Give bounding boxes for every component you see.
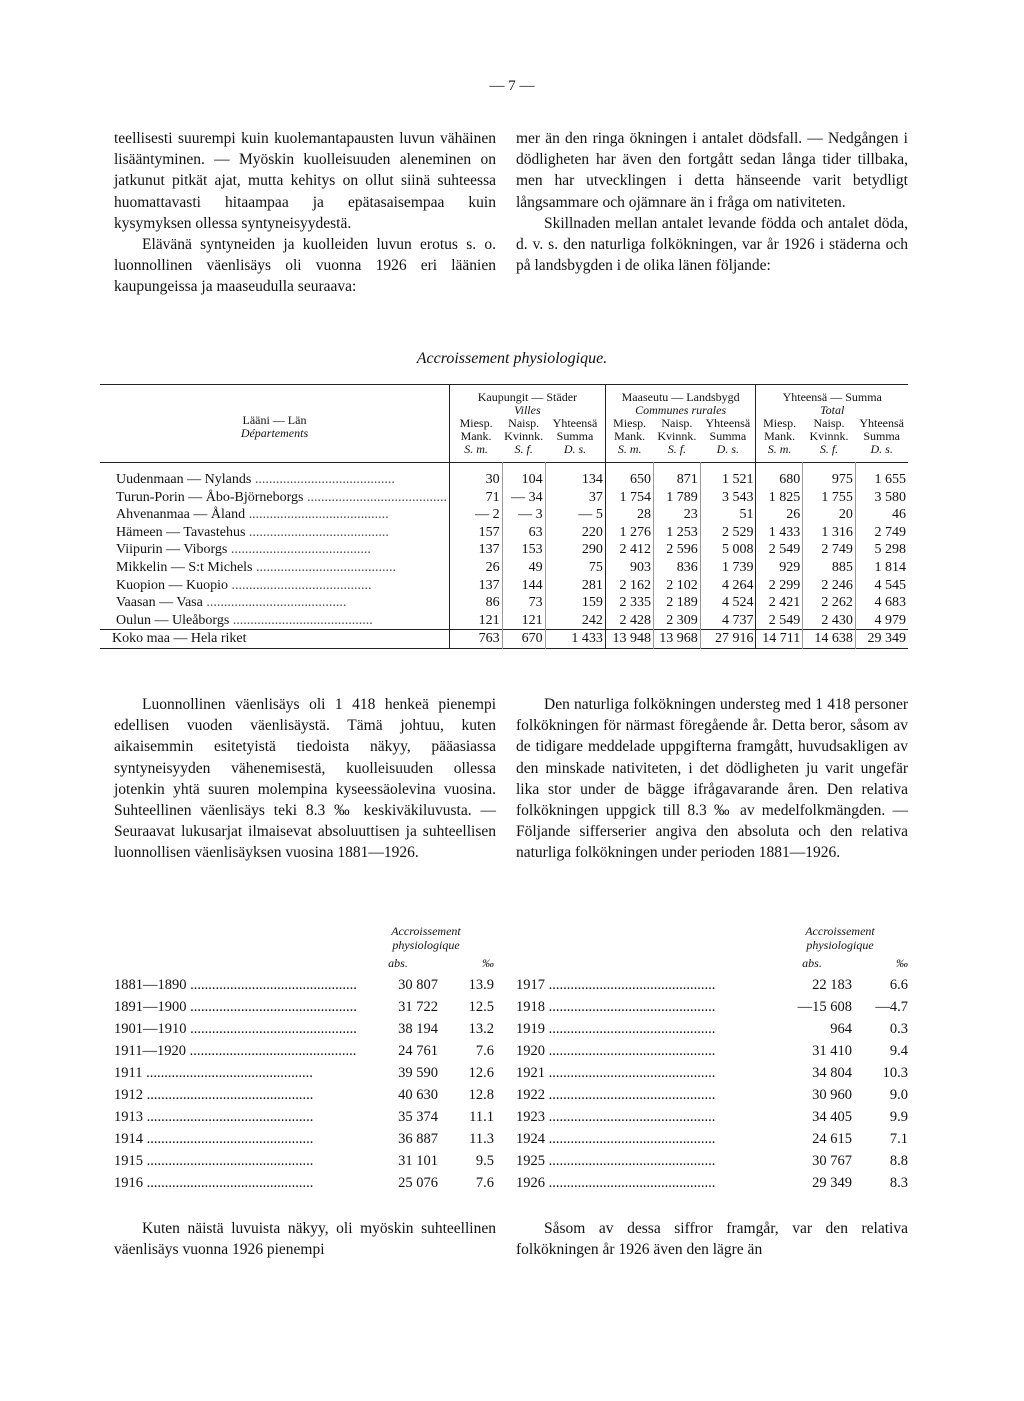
table-cell: 650 [605, 463, 653, 489]
series-year: 1918 .............................................. [516, 999, 716, 1015]
table-cell: 5 298 [855, 541, 908, 559]
table-cell: 2 335 [605, 594, 653, 612]
table-row [100, 559, 908, 577]
series-year: 1911 .............................................. [114, 1065, 313, 1081]
group-header-total [756, 385, 908, 418]
group-header-cities [449, 385, 605, 418]
accroissement-table [100, 384, 908, 649]
table-cell: 20 [803, 506, 856, 524]
table-cell: 4 264 [700, 577, 756, 595]
series-abs: 35 374 [398, 1109, 438, 1125]
series-abs: 30 960 [812, 1087, 852, 1103]
table-cell: 2 749 [855, 524, 908, 542]
table-cell: 885 [803, 559, 856, 577]
series-right-abs-label: abs. [802, 956, 822, 970]
table-cell: 1 655 [855, 463, 908, 489]
group-subtitle-cities: Villes [514, 403, 541, 417]
series-rel: 7.6 [475, 1043, 494, 1059]
table-cell: — 34 [502, 489, 545, 507]
table-cell: 2 549 [756, 541, 803, 559]
series-year: 1926 .............................................. [516, 1175, 716, 1191]
subheader-sum: Yhteensä Summa D. s. [859, 416, 904, 456]
table-cell: 134 [545, 463, 605, 489]
table-cell: 159 [545, 594, 605, 612]
table-cell: 144 [502, 577, 545, 595]
table-cell: 1 739 [700, 559, 756, 577]
table-row [100, 541, 908, 559]
table-cell: 242 [545, 612, 605, 630]
series-rel: 10.3 [882, 1065, 908, 1081]
table-cell: 30 [449, 463, 502, 489]
table-cell: — 3 [502, 506, 545, 524]
series-abs: 40 630 [398, 1087, 438, 1103]
table-cell: 29 349 [855, 630, 908, 649]
intro-left-paragraph-2: Elävänä syntyneiden ja kuolleiden luvun erotus s. o. luonnollinen väenlisäys oli vuonna 1926 eri läänien kaupungeissa ja maaseudulla seuraava: [114, 236, 496, 296]
series-abs: 964 [830, 1021, 852, 1037]
table-cell: 137 [449, 541, 502, 559]
group-subtitle-total: Total [820, 403, 845, 417]
bottom-right-paragraph: Såsom av dessa siffror framgår, var den relativa folkökningen år 1926 även den lägre än [516, 1220, 908, 1259]
table-cell: 13 968 [654, 630, 701, 649]
table-row [100, 463, 908, 489]
table-cell: 49 [502, 559, 545, 577]
series-year: 1915 .............................................. [114, 1153, 314, 1169]
region-header [100, 385, 449, 463]
subheader-female: Naisp. Kvinnk. S. f. [809, 416, 849, 456]
series-year: 1919 .............................................. [516, 1021, 716, 1037]
table-cell: 137 [449, 577, 502, 595]
table-cell: 121 [502, 612, 545, 630]
table-cell: 1 433 [545, 630, 605, 649]
series-row [516, 1150, 908, 1172]
series-year: 1891—1900 .............................................. [114, 999, 357, 1015]
series-row [516, 1128, 908, 1150]
table-cell: 121 [449, 612, 502, 630]
table-cell: 27 916 [700, 630, 756, 649]
table-cell: 975 [803, 463, 856, 489]
table-cell: 1 789 [654, 489, 701, 507]
region-name: Uudenmaan — Nylands ........................................ [116, 472, 395, 487]
region-name: Viipurin — Viborgs ........................................ [116, 542, 371, 558]
series-abs: 22 183 [812, 977, 852, 993]
series-row [516, 1018, 908, 1040]
table-cell: 71 [449, 489, 502, 507]
series-abs: 24 615 [812, 1131, 852, 1147]
series-abs: 31 410 [812, 1043, 852, 1059]
series-year: 1913 .............................................. [114, 1109, 314, 1125]
table-cell: 14 638 [803, 630, 856, 649]
table-cell: 1 521 [700, 463, 756, 489]
table-cell: 2 549 [756, 612, 803, 630]
region-name: Hämeen — Tavastehus ........................................ [116, 524, 389, 540]
series-row [516, 1084, 908, 1106]
series-row [114, 996, 494, 1018]
series-row [516, 1062, 908, 1084]
series-year: 1881—1890 .............................................. [114, 977, 357, 993]
series-abs: 30 767 [812, 1153, 852, 1169]
table-cell: 290 [545, 541, 605, 559]
series-abs: 29 349 [812, 1175, 852, 1191]
series-abs: 39 590 [398, 1065, 438, 1081]
table-cell: 2 749 [803, 541, 856, 559]
series-rel: 9.5 [475, 1153, 494, 1169]
series-year: 1914 .............................................. [114, 1131, 314, 1147]
table-cell: 4 683 [855, 594, 908, 612]
region-name: Ahvenanmaa — Åland ........................................ [116, 507, 389, 523]
table-cell: 4 545 [855, 577, 908, 595]
subheader-male: Miesp. Mank. S. m. [449, 417, 502, 463]
table-cell: 2 246 [803, 577, 856, 595]
series-year: 1916 .............................................. [114, 1175, 314, 1191]
series-left [114, 924, 494, 1194]
region-name: Vaasan — Vasa ........................................ [116, 595, 347, 611]
series-rel: 9.9 [889, 1109, 908, 1125]
total-row [100, 630, 908, 649]
series-abs: 30 807 [398, 977, 438, 993]
table-cell: 4 737 [700, 612, 756, 630]
series-year: 1917 .............................................. [516, 977, 716, 993]
table-cell: 1 754 [605, 489, 653, 507]
table-cell: 2 189 [654, 594, 701, 612]
series-year: 1923 .............................................. [516, 1109, 716, 1125]
table-row [100, 594, 908, 612]
table-cell: 3 543 [700, 489, 756, 507]
subheader-sum: Yhteensä Summa D. s. [552, 416, 598, 456]
table-cell: 51 [700, 506, 756, 524]
series-row [516, 1040, 908, 1062]
series-row [114, 1018, 494, 1040]
series-row [114, 1062, 494, 1084]
series-abs: 24 761 [398, 1043, 438, 1059]
series-rel: —4.7 [875, 999, 908, 1015]
series-rel: 13.2 [468, 1021, 494, 1037]
table-row [100, 489, 908, 507]
table-row [100, 612, 908, 630]
table-cell: 2 529 [700, 524, 756, 542]
series-rel: 12.8 [468, 1087, 494, 1103]
group-title-cities: Kaupungit — Städer [477, 390, 578, 404]
table-cell: 4 979 [855, 612, 908, 630]
table-cell: 13 948 [605, 630, 653, 649]
table-cell: 2 299 [756, 577, 803, 595]
series-rel: 11.1 [469, 1109, 494, 1125]
series-year: 1920 .............................................. [516, 1043, 716, 1059]
table-cell: 153 [502, 541, 545, 559]
table-row [100, 506, 908, 524]
series-rel: 11.3 [469, 1131, 494, 1147]
series-row [516, 996, 908, 1018]
table-cell: 75 [545, 559, 605, 577]
series-row [114, 1106, 494, 1128]
region-name: Turun-Porin — Åbo-Björneborgs ........................................ [116, 489, 447, 505]
series-year: 1911—1920 .............................................. [114, 1043, 357, 1059]
table-cell: 871 [654, 463, 701, 489]
table-cell: 680 [756, 463, 803, 489]
table-cell: 4 524 [700, 594, 756, 612]
series-abs: —15 608 [797, 999, 852, 1015]
series-rel: 6.6 [889, 977, 908, 993]
series-year: 1922 .............................................. [516, 1087, 716, 1103]
table-cell: 63 [502, 524, 545, 542]
series-row [114, 1172, 494, 1194]
series-year: 1921 .............................................. [516, 1065, 716, 1081]
table-cell: 2 162 [605, 577, 653, 595]
table-cell: 1 814 [855, 559, 908, 577]
series-rel: 9.4 [889, 1043, 908, 1059]
bottom-left-paragraph: Kuten näistä luvuista näkyy, oli myöskin suhteellinen väenlisäys vuonna 1926 pienempi [114, 1220, 496, 1259]
subheader-male: Miesp. Mank. S. m. [756, 417, 803, 463]
series-row [114, 1128, 494, 1150]
table-cell: 23 [654, 506, 701, 524]
middle-left-paragraph: Luonnollinen väenlisäys oli 1 418 henkeä pienempi edellisen vuoden väenlisäystä. Tämä johtuu, kuten aikaisemmin esitetyistä tiedoista näkyy, pääasiassa syntyneisyyden vähenemisestä, kuolleisuuden ollessa jotenkin yhtä suuren molempina kyseessäolevina vuosina. Suhteellinen väenlisäys teki 8.3 ‰ keskiväkiluvusta. — Seuraavat lukusarjat ilmaisevat absoluuttisen ja suhteellisen luonnollisen väenlisäyksen vuosina 1881—1926. [114, 696, 496, 862]
intro-left-paragraph-1: teellisesti suurempi kuin kuolemantapausten luvun vähäinen lisääntyminen. — Myöskin kuolleisuuden aleneminen on jatkunut pitkät ajat, mutta kehitys on ollut siinä suhteessa huomattavasti hitaampaa ja epätasaisempaa kuin kysymyksen ollessa syntyneisyydestä. [114, 130, 496, 232]
table-cell: 903 [605, 559, 653, 577]
middle-right-paragraph: Den naturliga folkökningen understeg med 1 418 personer folkökningen för närmast föregående år. Detta beror, såsom av de tidigare meddelade uppgifterna framgått, huvudsakligen av den minskade nativiteten, i det dödligheten ju varit ungefär lika stor under de bägge ifrågavarande åren. Den relativa folkökningen uppgick till 8.3 ‰ av medelfolkmängden. — Följande sifferserier angiva den absoluta och den relativa naturliga folkökningen under perioden 1881—1926. [516, 696, 908, 862]
bottom-right-column [516, 1218, 908, 1260]
table-cell: 2 421 [756, 594, 803, 612]
table-cell: 86 [449, 594, 502, 612]
table-cell: 2 430 [803, 612, 856, 630]
table-cell: 1 825 [756, 489, 803, 507]
series-abs: 34 405 [812, 1109, 852, 1125]
region-name: Kuopion — Kuopio ........................................ [116, 577, 372, 593]
subheader-female: Naisp. Kvinnk. S. f. [657, 416, 697, 456]
table-cell: 5 008 [700, 541, 756, 559]
table-cell: 26 [756, 506, 803, 524]
series-abs: 25 076 [398, 1175, 438, 1191]
region-name: Koko maa — Hela riket [100, 630, 449, 649]
intro-right-paragraph-1: mer än den ringa ökningen i antalet dödsfall. — Nedgången i dödligheten har även den fortgått sedan långa tider tillbaka, men har utvecklingen i detta hänseende varit betydligt långsammare och ojämnare än i fråga om nativiteten. [516, 130, 908, 211]
table-row [100, 577, 908, 595]
table-cell: 14 711 [756, 630, 803, 649]
table-body [100, 463, 908, 649]
region-header-label: Lääni — Län [242, 412, 307, 427]
table-cell: 26 [449, 559, 502, 577]
intro-right-paragraph-2: Skillnaden mellan antalet levande födda och antalet döda, d. v. s. den naturliga folkökningen, var år 1926 i städerna och på landsbygden i de olika länen följande: [516, 214, 908, 275]
table-cell: 2 262 [803, 594, 856, 612]
table-cell: 1 253 [654, 524, 701, 542]
region-name: Mikkelin — S:t Michels ........................................ [116, 559, 396, 575]
middle-right-column [516, 694, 908, 864]
table-cell: 157 [449, 524, 502, 542]
series-abs: 31 101 [398, 1153, 438, 1169]
intro-left-column [114, 128, 496, 298]
series-right-header: Accroissement physiologique [805, 924, 875, 952]
series-right-rel-label: ‰ [896, 956, 908, 970]
series-year: 1912 .............................................. [114, 1087, 314, 1103]
series-abs: 31 722 [398, 999, 438, 1015]
series-abs: 36 887 [398, 1131, 438, 1147]
series-row [114, 1084, 494, 1106]
group-subtitle-rural: Communes rurales [635, 403, 727, 417]
series-right [516, 924, 908, 1194]
series-rel: 12.6 [468, 1065, 494, 1081]
series-row [114, 974, 494, 996]
series-rel: 8.3 [889, 1175, 908, 1191]
series-rel: 8.8 [889, 1153, 908, 1169]
series-row [516, 974, 908, 996]
table-cell: 670 [502, 630, 545, 649]
table-cell: 2 428 [605, 612, 653, 630]
table-cell: 2 102 [654, 577, 701, 595]
table-cell: 1 316 [803, 524, 856, 542]
table-row [100, 524, 908, 542]
series-left-rel-label: ‰ [482, 956, 494, 970]
table-cell: 281 [545, 577, 605, 595]
series-year: 1901—1910 .............................................. [114, 1021, 357, 1037]
series-year: 1925 .............................................. [516, 1153, 716, 1169]
series-row [516, 1172, 908, 1194]
table-cell: 73 [502, 594, 545, 612]
group-header-rural [605, 385, 756, 418]
table-cell: 104 [502, 463, 545, 489]
series-rel: 7.6 [475, 1175, 494, 1191]
table-cell: 1 276 [605, 524, 653, 542]
series-left-header: Accroissement physiologique [391, 924, 461, 952]
series-rel: 13.9 [468, 977, 494, 993]
series-row [114, 1150, 494, 1172]
table-cell: 929 [756, 559, 803, 577]
series-left-abs-label: abs. [388, 956, 408, 970]
table-cell: 836 [654, 559, 701, 577]
table-cell: 3 580 [855, 489, 908, 507]
region-name: Oulun — Uleåborgs ........................................ [116, 612, 373, 628]
table-cell: 28 [605, 506, 653, 524]
series-rel: 9.0 [889, 1087, 908, 1103]
table-cell: — 2 [449, 506, 502, 524]
table-cell: 46 [855, 506, 908, 524]
bottom-left-column [114, 1218, 496, 1260]
group-title-rural: Maaseutu — Landsbygd [621, 390, 740, 404]
series-abs: 34 804 [812, 1065, 852, 1081]
series-year: 1924 .............................................. [516, 1131, 716, 1147]
series-rel: 0.3 [889, 1021, 908, 1037]
table-cell: 2 596 [654, 541, 701, 559]
group-title-total: Yhteensä — Summa [782, 390, 882, 404]
table-cell: 1 755 [803, 489, 856, 507]
region-header-fr: Départements [240, 425, 309, 440]
table-cell: 1 433 [756, 524, 803, 542]
subheader-female: Naisp. Kvinnk. S. f. [504, 416, 544, 456]
table-cell: 2 412 [605, 541, 653, 559]
subheader-male: Miesp. Mank. S. m. [605, 417, 653, 463]
table-caption: Accroissement physiologique. [416, 350, 608, 367]
subheader-sum: Yhteensä Summa D. s. [705, 416, 751, 456]
series-row [114, 1040, 494, 1062]
series-rel: 12.5 [468, 999, 494, 1015]
series-row [516, 1106, 908, 1128]
table-cell: 2 309 [654, 612, 701, 630]
middle-left-column [114, 694, 496, 864]
series-rel: 7.1 [889, 1131, 908, 1147]
table-cell: 220 [545, 524, 605, 542]
table-cell: — 5 [545, 506, 605, 524]
series-abs: 38 194 [398, 1021, 438, 1037]
table-cell: 37 [545, 489, 605, 507]
table-cell: 763 [449, 630, 502, 649]
intro-right-column [516, 128, 908, 276]
page-number: — 7 — [489, 78, 535, 94]
